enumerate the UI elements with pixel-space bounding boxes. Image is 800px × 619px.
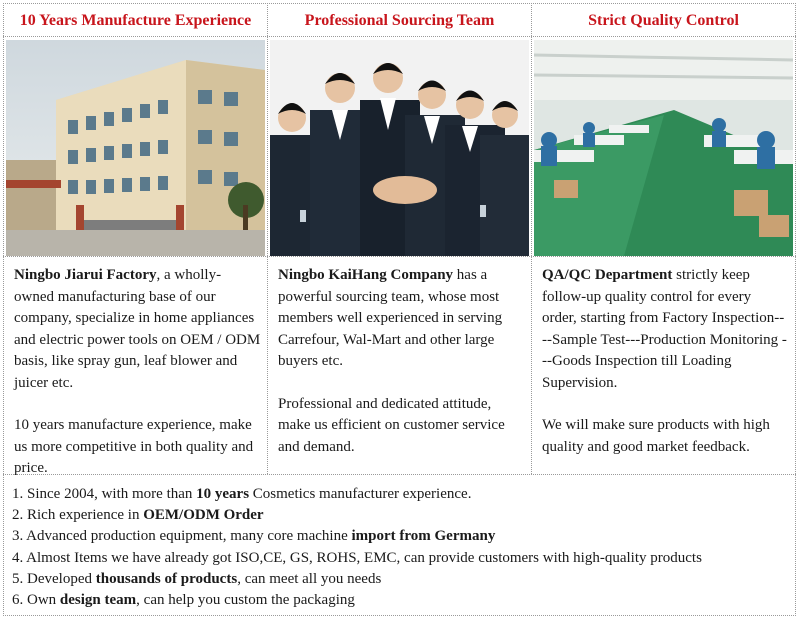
list-item: 6. Own design team, can help you custom the packaging (12, 592, 355, 609)
description-paragraph: We will make sure products with high quality and good market feedback. (542, 417, 770, 455)
description-paragraph: 10 years manufacture experience, make us more competitive in both quality and price. (14, 417, 254, 476)
factory-description (14, 265, 261, 501)
team-handshake-photo (270, 40, 529, 256)
description-text: , a wholly-owned manufacturing base of our company, specialize in home appliances and electric power tools on OEM / ODM basis, like spray gun, leaf blower and juicer etc. (14, 267, 261, 391)
description-paragraph (278, 265, 525, 373)
row-divider (3, 256, 796, 257)
description-paragraph (14, 265, 261, 394)
column-title: Strict Quality Control (588, 12, 739, 29)
department-name: QA/QC Department (542, 267, 673, 283)
description-text: has a powerful sourcing team, whose most members well experienced in serving Carrefour, Wal-Mart and other large buyers etc. (278, 267, 503, 369)
company-name: Ningbo Jiarui Factory (14, 267, 157, 283)
list-item: 2. Rich experience in OEM/ODM Order (12, 507, 264, 524)
sourcing-description (278, 265, 525, 479)
advantages-list (12, 484, 792, 611)
list-item: 3. Advanced production equipment, many core machine import from Germany (12, 528, 496, 545)
quality-description (542, 265, 789, 479)
list-item: 4. Almost Items we have already got ISO,CE, GS, ROHS, EMC, can provide customers with high-quality products (12, 549, 702, 566)
list-item: 5. Developed thousands of products, can meet all you needs (12, 570, 382, 587)
column-title: Professional Sourcing Team (304, 12, 495, 29)
description-paragraph (542, 265, 789, 394)
description-paragraph: Professional and dedicated attitude, make us efficient on customer service and demand. (278, 395, 505, 455)
production-line-photo (534, 40, 793, 256)
description-text: strictly keep follow-up quality control for every order, starting from Factory Inspection----Sample Test---Production Monitoring ---Goods Inspection till Loading Supervision. (542, 267, 787, 391)
column-divider (267, 3, 268, 474)
column-title: 10 Years Manufacture Experience (19, 12, 252, 29)
factory-building-photo (6, 40, 265, 256)
company-name: Ningbo KaiHang Company (278, 267, 454, 283)
column-divider (531, 3, 532, 474)
row-divider (3, 36, 796, 37)
list-item: 1. Since 2004, with more than 10 years Cosmetics manufacturer experience. (12, 486, 472, 502)
